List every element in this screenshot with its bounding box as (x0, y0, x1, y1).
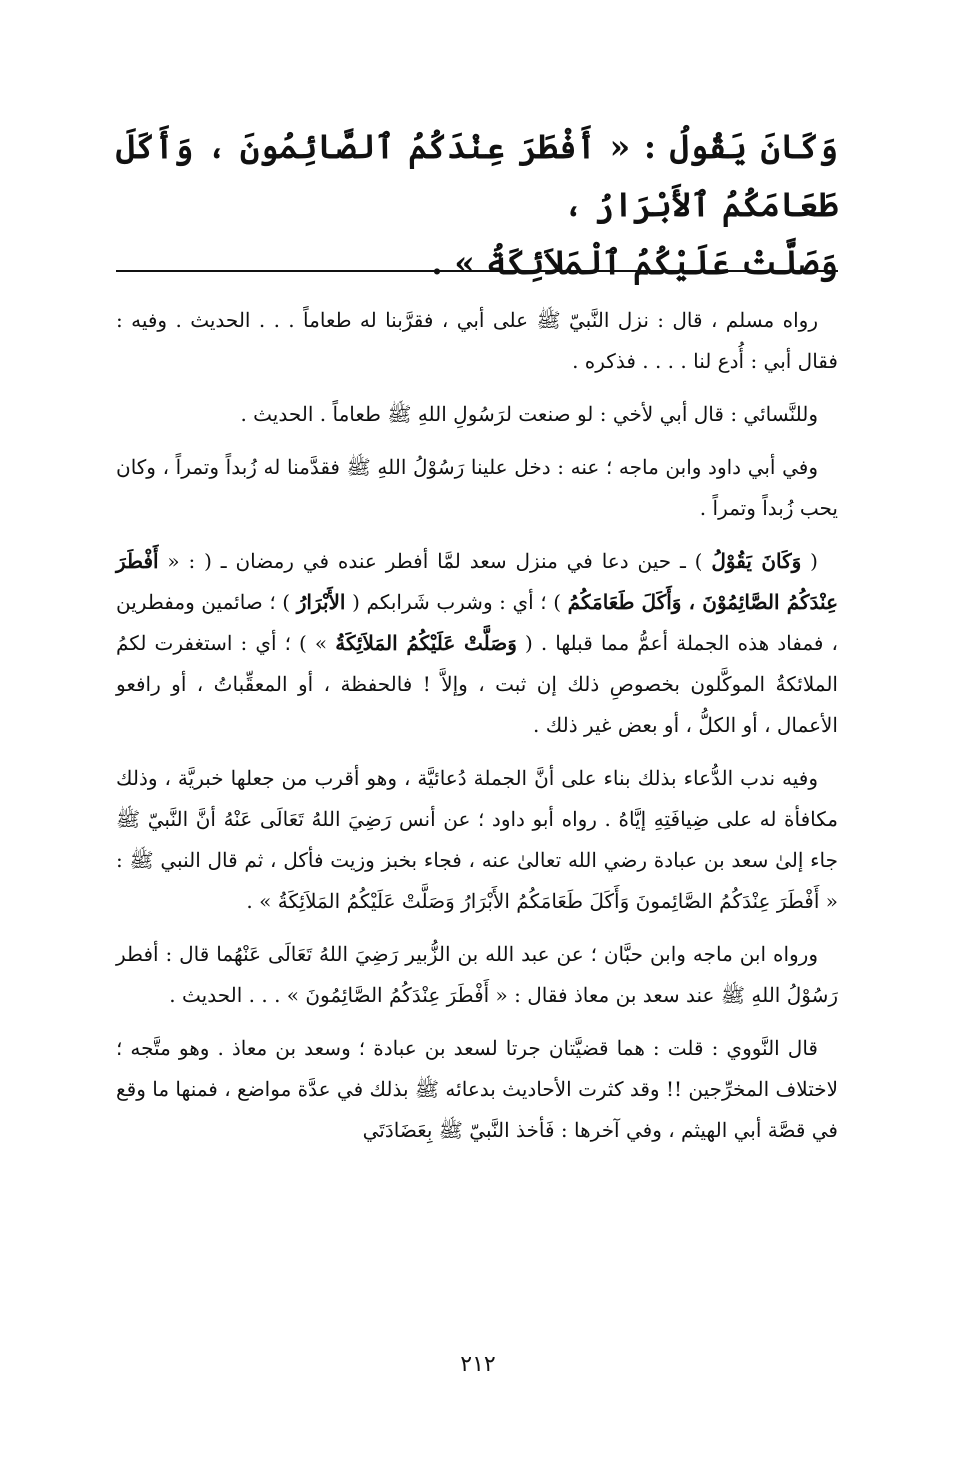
commentary-paragraph-1: رواه مسلم ، قال : نزل النَّبيّ ﷺ على أبي ، فقرَّبنا له طعاماً . . . الحديث . وفيه : فقال أبي : أُدع لنا . . . . فذكره . (116, 308, 838, 373)
commentary-section (116, 300, 838, 1163)
page-number: ٢١٢ (460, 1352, 496, 1377)
commentary-paragraph-5: وفيه ندب الدُّعاء بذلك بناء على أنَّ الجملة دُعائيَّة ، وهو أقرب من جعلها خبريَّة ، وذلك مكافأة له على ضِيافَتِهِ إيَّاهُ . رواه أبو داود ؛ عن أنس رَضِيَ اللهُ تَعَالَى عَنْهُ أنَّ النَّبيّ ﷺ جاء إلىٰ سعد بن عبادة رضي الله تعالىٰ عنه ، فجاء بخبز وزيت فأكل ، ثم قال النبي ﷺ : « أَفْطَرَ عِنْدَكُمُ الصَّائِمونَ وَأَكَلَ طَعَامَكُمُ الأَبْرَارُ وَصَلَّتْ عَلَيْكُمُ المَلاَئِكَةُ » . (116, 766, 838, 913)
quoted-phrase-4: وَصَلَّتْ عَلَيْكُمُ المَلاَئِكَةُ (335, 631, 517, 655)
commentary-paragraph-3: وفي أبي داود وابن ماجه ؛ عنه : دخل علينا رَسُوْلُ اللهِ ﷺ فقدَّمنا له زُبداً وتمراً ، وكان يحب زُبداً وتمراً . (116, 455, 838, 520)
explanation-2: ) ؛ أي : وشرب شَرابكم ( (345, 590, 568, 614)
commentary-paragraph-2: وللنَّسائي : قال أبي لأخي : لو صنعت لرَسُولِ اللهِ ﷺ طعاماً . الحديث . (240, 402, 818, 426)
quoted-phrase-3: الأَبْرَارُ (296, 590, 346, 614)
explanation-3: ) ؛ صائمين ومفطرين ، فمفاد هذه الجملة أعمُّ مما قبلها . ( (116, 590, 838, 655)
commentary-paragraph-6: ورواه ابن ماجه وابن حبَّان ؛ عن عبد الله بن الزُّبير رَضِيَ اللهُ تَعَالَى عَنْهُما قال : أفطر رَسُوْلُ اللهِ ﷺ عند سعد بن معاذ فقال : « أَفْطَرَ عِنْدَكُمُ الصَّائِمُونَ » . . . الحديث . (116, 942, 838, 1007)
hadith-line-2: وَصَلَّتْ عَلَيْكُمُ ٱلْمَلاَئِكَةُ » . (431, 243, 838, 282)
quoted-phrase-1: وَكَانَ يَقُوْلُ (711, 549, 802, 573)
commentary-paragraph-4 (116, 541, 838, 746)
explanation-4: » ) ؛ أي : استغفرت لكمُ الملائكةُ الموكَّلون بخصوصِ ذلك إن ثبت ، وإلاَّ ! فالحفظة ، أو المعقِّباتُ ، أو رافعو الأعمال ، أو الكلُّ ، أو بعض غير ذلك . (116, 631, 838, 737)
quoted-phrase-2: أَفْطَرَ عِنْدَكُمُ الصَّائِمُوْنَ ، وَأَكَلَ طَعَامَكُمُ (116, 549, 839, 614)
paren-open: ( (801, 549, 818, 573)
explanation-1: ) ـ حين دعا في منزل سعد لمَّا أفطر عنده في رمضان ـ ( : « (158, 549, 712, 573)
commentary-paragraph-7: قال النَّووي : قلت : هما قضيَّتان جرتا لسعد بن عبادة ؛ وسعد بن معاذ . وهو متَّجه ؛ لاختلاف المخرِّجين !! وقد كثرت الأحاديث بدعائه ﷺ بذلك في عدَّة مواضع ، فمنها ما وقع في قصَّة أبي الهيثم ، وفي آخرها : فَأخذ النَّبيّ ﷺ بِعَضَادَتَي (116, 1036, 838, 1142)
hadith-line-1: وَكَانَ يَقُولُ : « أَفْطَرَ عِنْدَكُمُ ٱلصَّائِمُونَ ، وَأَكَلَ طَعَامَكُمُ ٱلأَبْرَارُ ، (116, 127, 838, 224)
footnote-divider (116, 270, 838, 272)
hadith-text (116, 118, 838, 292)
